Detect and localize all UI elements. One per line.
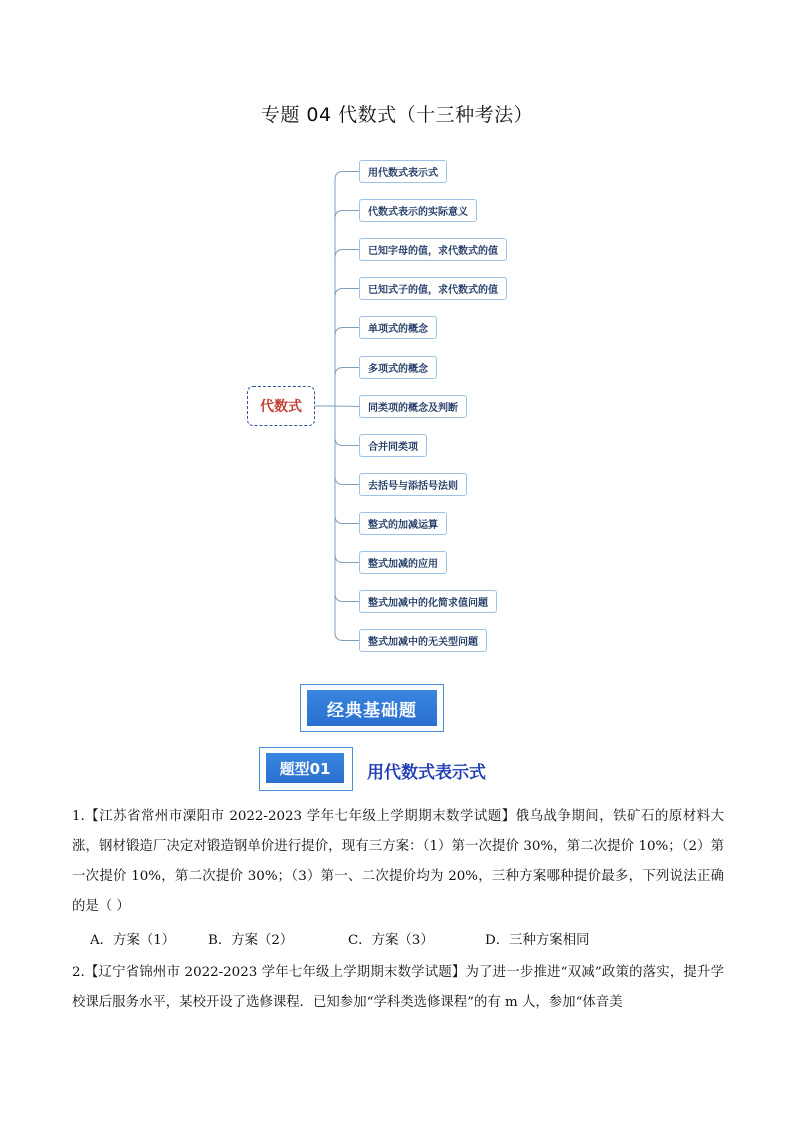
- question-type-badge: [259, 747, 353, 791]
- connector-branch: [335, 406, 359, 602]
- option-a: A．方案（1）: [90, 933, 176, 948]
- option-d: D．三种方案相同: [485, 933, 590, 948]
- mindmap-node: 整式加减的应用: [359, 551, 447, 574]
- section-banner: [300, 684, 444, 732]
- option-b: B．方案（2）: [208, 933, 294, 948]
- connector-branch: [335, 289, 359, 407]
- mindmap-node: 用代数式表示式: [359, 160, 447, 183]
- mindmap-node: 去括号与添括号法则: [359, 473, 467, 496]
- mindmap-node: 整式加减中的无关型问题: [359, 629, 487, 652]
- connector-branch: [335, 406, 359, 446]
- connector-branch: [335, 368, 359, 407]
- connector-branch: [335, 406, 359, 524]
- option-c: C．方案（3）: [348, 933, 434, 948]
- mindmap-node: 单项式的概念: [359, 316, 437, 339]
- mindmap-node: 多项式的概念: [359, 356, 437, 379]
- mindmap-node: 同类项的概念及判断: [359, 395, 467, 418]
- mindmap-node: 整式的加减运算: [359, 512, 447, 535]
- connector-branch: [335, 406, 359, 407]
- banner-label: 经典基础题: [307, 690, 437, 726]
- mindmap-node: 合并同类项: [359, 434, 427, 457]
- page-title: 专题 04 代数式（十三种考法）: [260, 104, 534, 126]
- question-type-title: 用代数式表示式: [367, 763, 486, 783]
- mindmap-root: 代数式: [247, 386, 315, 426]
- mindmap-node: 代数式表示的实际意义: [359, 199, 477, 222]
- connector-branch: [335, 328, 359, 407]
- badge-label: 题型01: [266, 753, 344, 783]
- mindmap-node: 整式加减中的化简求值问题: [359, 590, 497, 613]
- connector-branch: [335, 211, 359, 407]
- question-2-text: 2.【辽宁省锦州市 2022-2023 学年七年级上学期期末数学试题】为了进一步推进“双减”政策的落实，提升学校课后服务水平，某校开设了选修课程．已知参加“学科类选修课程”的有 m 人，参加“体音美: [72, 965, 724, 1010]
- mindmap-node: 已知式子的值，求代数式的值: [359, 277, 507, 300]
- mindmap-node: 已知字母的值，求代数式的值: [359, 238, 507, 261]
- question-1-text: 1.【江苏省常州市溧阳市 2022-2023 学年七年级上学期期末数学试题】俄乌战争期间，铁矿石的原材料大涨，钢材锻造厂决定对锻造钢单价进行提价，现有三方案：（1）第一次提价 30%，第二次提价 10%；（2）第一次提价 10%，第二次提价 30%；（3）第一、二次提价均为 20%，三种方案哪种提价最多，下列说法正确的是（ ）: [72, 809, 724, 914]
- question-1-options: [90, 926, 710, 956]
